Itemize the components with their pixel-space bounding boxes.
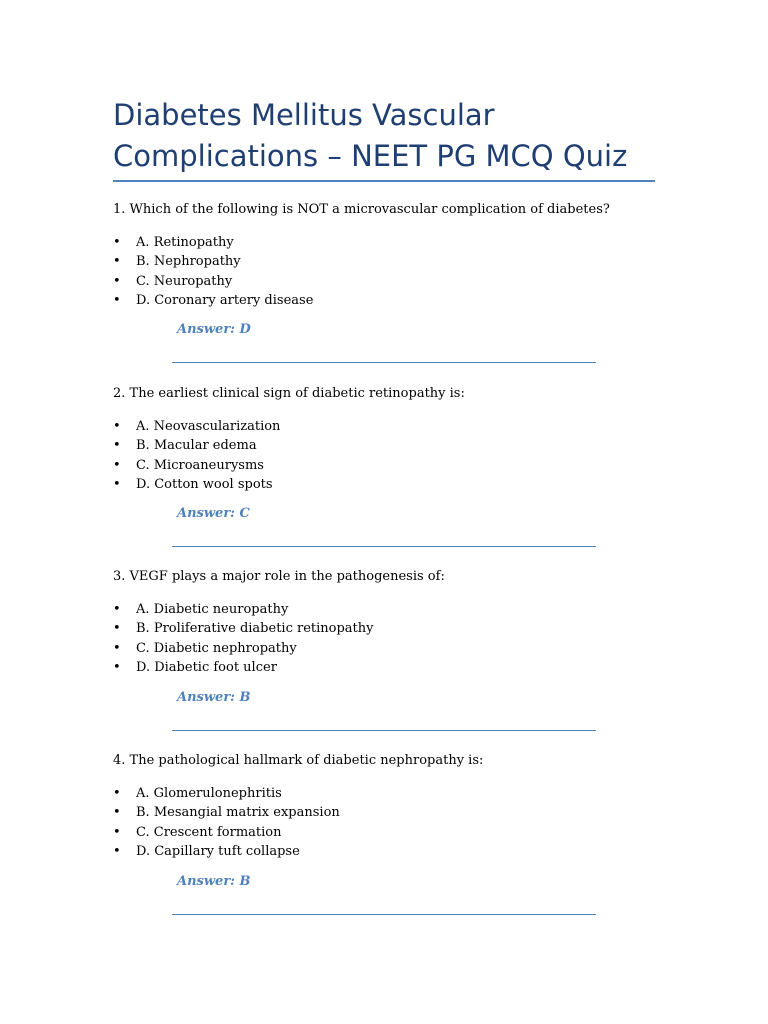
bullet-icon: • — [113, 824, 121, 840]
bullet-icon: • — [113, 235, 121, 250]
answer-divider — [172, 914, 596, 915]
question-text: 4. The pathological hallmark of diabetic nephropathy is: — [113, 753, 484, 768]
option-item — [113, 475, 673, 494]
option-item — [113, 272, 673, 291]
option-item — [113, 233, 673, 252]
option-label: A. Glomerulonephritis — [136, 786, 282, 801]
question-block — [113, 568, 673, 705]
option-list — [113, 233, 673, 310]
bullet-icon: • — [113, 805, 121, 821]
option-item — [113, 456, 673, 475]
option-label: D. Diabetic foot ulcer — [136, 659, 277, 675]
option-item — [113, 823, 673, 842]
option-item — [113, 600, 673, 619]
option-label: D. Cotton wool spots — [136, 476, 273, 492]
page-title: Diabetes Mellitus Vascular Complications – NEET PG MCQ Quiz — [113, 98, 628, 173]
answer-text: Answer: B — [177, 690, 251, 705]
option-label: A. Neovascularization — [136, 419, 281, 434]
answer-divider — [172, 546, 596, 547]
option-list — [113, 784, 673, 861]
option-label: D. Coronary artery disease — [136, 292, 314, 308]
option-label: A. Retinopathy — [136, 235, 234, 250]
answer-text: Answer: C — [177, 506, 250, 521]
bullet-icon: • — [113, 438, 121, 454]
answer-divider — [172, 362, 596, 363]
option-label: B. Macular edema — [136, 438, 257, 454]
question-text: 1. Which of the following is NOT a microvascular complication of diabetes? — [113, 202, 610, 217]
option-item — [113, 619, 673, 638]
bullet-icon: • — [113, 786, 121, 801]
title-underline — [113, 180, 655, 182]
question-block — [113, 201, 673, 337]
bullet-icon: • — [113, 640, 121, 656]
bullet-icon: • — [113, 659, 121, 675]
answer-divider — [172, 730, 596, 731]
option-list — [113, 417, 673, 494]
option-item — [113, 658, 673, 677]
option-item — [113, 639, 673, 658]
option-label: A. Diabetic neuropathy — [136, 602, 289, 617]
option-label: C. Neuropathy — [136, 273, 233, 289]
option-item — [113, 842, 673, 861]
bullet-icon: • — [113, 457, 121, 473]
bullet-icon: • — [113, 476, 121, 492]
bullet-icon: • — [113, 292, 121, 308]
answer-text: Answer: D — [177, 322, 251, 337]
bullet-icon: • — [113, 273, 121, 289]
option-label: B. Nephropathy — [136, 254, 241, 270]
bullet-icon: • — [113, 621, 121, 637]
bullet-icon: • — [113, 843, 121, 859]
option-item — [113, 417, 673, 436]
bullet-icon: • — [113, 602, 121, 617]
question-block — [113, 385, 673, 521]
option-label: B. Proliferative diabetic retinopathy — [136, 621, 374, 637]
option-item — [113, 252, 673, 271]
bullet-icon: • — [113, 419, 121, 434]
option-label: C. Diabetic nephropathy — [136, 640, 297, 656]
option-item — [113, 803, 673, 822]
option-item — [113, 436, 673, 455]
question-text: 2. The earliest clinical sign of diabetic retinopathy is: — [113, 386, 465, 401]
option-list — [113, 600, 673, 677]
question-text: 3. VEGF plays a major role in the pathogenesis of: — [113, 569, 445, 584]
option-label: B. Mesangial matrix expansion — [136, 805, 340, 821]
answer-text: Answer: B — [177, 874, 251, 889]
option-label: D. Capillary tuft collapse — [136, 843, 300, 859]
question-block — [113, 752, 673, 889]
option-item — [113, 291, 673, 310]
option-label: C. Microaneurysms — [136, 457, 264, 473]
bullet-icon: • — [113, 254, 121, 270]
option-item — [113, 784, 673, 803]
option-label: C. Crescent formation — [136, 824, 282, 840]
